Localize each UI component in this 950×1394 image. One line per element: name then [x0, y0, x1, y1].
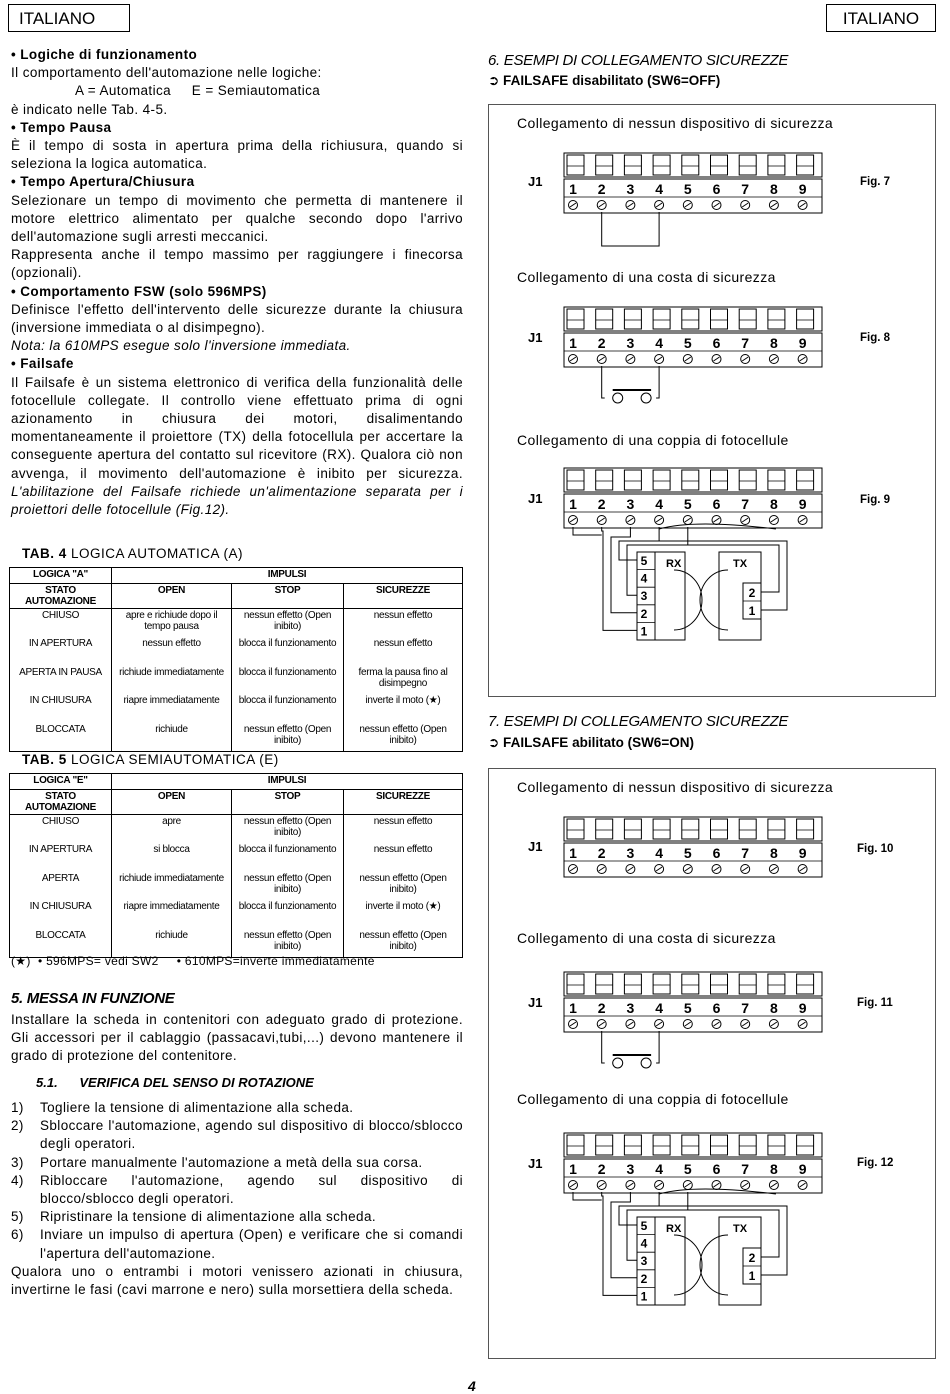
step-text: Ribloccare l'automazione, agendo sul dispositivo di blocco/sblocco degli operatori.	[40, 1172, 463, 1207]
terminal-number: 5	[683, 845, 692, 861]
terminal-number: 1	[569, 496, 577, 512]
terminal-number: 3	[626, 845, 635, 861]
j1-label: J1	[528, 995, 543, 1010]
fig12-label: Fig. 12	[857, 1157, 894, 1169]
terminal-number: 8	[770, 845, 778, 861]
terminal-number: 9	[798, 1161, 807, 1177]
table-row: BLOCCATA richiude nessun effetto (Open inibito) nessun effetto (Open inibito)	[10, 929, 463, 958]
terminal-number: 5	[683, 1161, 692, 1177]
terminal-number: 1	[569, 1000, 577, 1016]
terminal-number: 5	[683, 496, 692, 512]
pausa-text: È il tempo di sosta in apertura prima della richiusura, quando si seleziona la logica automatica.	[11, 138, 463, 172]
caption-fig11: Collegamento di una costa di sicurezza	[517, 930, 776, 946]
tx-terminal-number: 2	[748, 586, 756, 600]
terminal-number: 6	[712, 181, 721, 197]
step-number: 1)	[11, 1100, 24, 1115]
logiche-line-1: Il comportamento dell'automazione nelle logiche:	[11, 65, 322, 81]
rx-terminal-number: 5	[640, 554, 648, 568]
terminal-number: 7	[741, 496, 750, 512]
fig7-label: Fig. 7	[860, 176, 891, 188]
table-row: BLOCCATA richiude nessun effetto (Open inibito) nessun effetto (Open inibito)	[10, 723, 463, 752]
terminal-number: 4	[655, 1161, 663, 1177]
terminal-number: 2	[597, 1161, 606, 1177]
terminal-number: 5	[683, 335, 692, 351]
section-5-title: 5. MESSA IN FUNZIONE	[11, 990, 175, 1007]
section-7-title: 7. ESEMPI DI COLLEGAMENTO SICUREZZE	[488, 713, 789, 730]
terminal-number: 8	[770, 1000, 778, 1016]
terminal-number: 7	[741, 335, 750, 351]
rx-terminal-number: 4	[640, 1236, 648, 1251]
caption-fig7: Collegamento di nessun dispositivo di sicurezza	[517, 115, 834, 131]
rx-terminal-number: 1	[640, 624, 648, 639]
terminal-number: 2	[597, 845, 606, 861]
fig8-label: Fig. 8	[860, 332, 891, 344]
terminal-number: 1	[569, 1161, 577, 1177]
j1-label: J1	[528, 174, 543, 189]
terminal-number: 9	[798, 845, 807, 861]
failsafe-off-panel	[488, 104, 936, 697]
failsafe-italic-text: L'abilitazione del Failsafe richiede un'alimentazione separata per i proiettori delle fotocellule (Fig.12).	[11, 483, 463, 518]
terminal-number: 3	[626, 1161, 635, 1177]
terminal-number: 3	[626, 496, 635, 512]
terminal-number: 2	[597, 335, 606, 351]
terminal-number: 5	[683, 181, 692, 197]
rx-terminal-number: 3	[640, 1254, 648, 1269]
step-number: 2)	[11, 1118, 24, 1134]
failsafe-title: • Failsafe	[11, 356, 74, 372]
table-row: CHIUSO apre nessun effetto (Open inibito) nessun effetto	[10, 815, 463, 844]
step-text: Portare manualmente l'automazione a metà della sua corsa.	[40, 1154, 423, 1170]
fsw-note: Nota: la 610MPS esegue solo l'inversione immediata.	[11, 338, 351, 354]
rx-terminal-number: 5	[640, 1219, 648, 1233]
tx-label: TX	[733, 558, 748, 570]
language-label-right: ITALIANO	[826, 4, 936, 32]
section-5-1-title: 5.1. VERIFICA DEL SENSO DI ROTAZIONE	[36, 1075, 314, 1090]
j1-label: J1	[528, 330, 543, 345]
apch-text-1: Selezionare un tempo di movimento che permetta di mantenere il motore elettrico alimentato per qualche secondo dopo l'arrivo dell'automazione sugli arresti meccanici.	[11, 192, 463, 245]
terminal-number: 4	[655, 1000, 663, 1016]
list-item	[11, 1154, 463, 1172]
list-item	[11, 1117, 463, 1153]
terminal-number: 6	[712, 1161, 721, 1177]
tab4-table: LOGICA "A" IMPULSI STATO AUTOMAZIONE OPEN STOP SICUREZZE CHIUSO apre e richiude dopo il tempo pausa nessun effetto (Open inibito) nessun effetto IN APERTURA nessun effetto blocca il funzionamento nessun effetto APERTA IN PAUSA richiude immediatamente blocca il funzionamento ferma la pausa fino al disimpegno IN CHIUSURA riapre immediatamente blocca il funzionamento inverte il moto (★) BLOCCATA richiude nessun effetto (Open inibito) nessun effetto (Open inibito)	[9, 567, 463, 752]
apch-title: • Tempo Apertura/Chiusura	[11, 174, 195, 190]
terminal-number: 6	[712, 335, 721, 351]
terminal-number: 4	[655, 496, 663, 512]
list-item	[11, 1226, 463, 1262]
table-row: IN CHIUSURA riapre immediatamente blocca il funzionamento inverte il moto (★)	[10, 900, 463, 929]
table-row: IN APERTURA nessun effetto blocca il funzionamento nessun effetto	[10, 637, 463, 666]
terminal-number: 8	[770, 335, 778, 351]
step-number: 3)	[11, 1154, 24, 1170]
terminal-number: 9	[798, 181, 807, 197]
rx-label: RX	[666, 1223, 682, 1235]
page-number: 4	[468, 1378, 476, 1394]
terminal-number: 2	[597, 496, 606, 512]
terminal-number: 3	[626, 181, 635, 197]
j1-label: J1	[528, 491, 543, 506]
terminal-number: 2	[597, 181, 606, 197]
step-number: 5)	[11, 1209, 24, 1225]
tab5-table: LOGICA "E" IMPULSI STATO AUTOMAZIONE OPEN STOP SICUREZZE CHIUSO apre nessun effetto (Open inibito) nessun effetto IN APERTURA si blocca blocca il funzionamento nessun effetto APERTA richiude immediatamente nessun effetto (Open inibito) nessun effetto (Open inibito) IN CHIUSURA riapre immediatamente blocca il funzionamento inverte il moto (★) BLOCCATA richiude nessun effetto (Open inibito) nessun effetto (Open inibito)	[9, 773, 463, 958]
terminal-number: 1	[569, 181, 577, 197]
rx-terminal-number: 4	[640, 571, 648, 586]
caption-fig8: Collegamento di una costa di sicurezza	[517, 269, 776, 285]
section-6-subtitle: ➲ FAILSAFE disabilitato (SW6=OFF)	[488, 73, 721, 88]
tx-terminal-number: 2	[748, 1251, 756, 1265]
step-text: Sbloccare l'automazione, agendo sul dispositivo di blocco/sblocco degli operatori.	[40, 1118, 463, 1152]
terminal-number: 7	[741, 845, 750, 861]
terminal-number: 9	[798, 1000, 807, 1016]
steps-list	[11, 1099, 463, 1299]
rx-terminal-number: 1	[640, 1289, 648, 1304]
terminal-number: 1	[569, 335, 577, 351]
terminal-number: 3	[626, 335, 635, 351]
apch-text-2: Rappresenta anche il tempo massimo per raggiungere i finecorsa (opzionali).	[11, 247, 463, 281]
terminal-number: 6	[712, 845, 721, 861]
tab4-title: TAB. 4 LOGICA AUTOMATICA (A)	[22, 546, 244, 561]
tx-terminal-number: 1	[748, 1269, 756, 1283]
table-row: CHIUSO apre e richiude dopo il tempo pausa nessun effetto (Open inibito) nessun effetto	[10, 609, 463, 638]
pausa-title: • Tempo Pausa	[11, 119, 112, 135]
fsw-title: • Comportamento FSW (solo 596MPS)	[11, 283, 267, 299]
fig10-label: Fig. 10	[857, 843, 894, 855]
caption-fig12: Collegamento di una coppia di fotocellule	[517, 1091, 789, 1107]
section-7-subtitle: ➲ FAILSAFE abilitato (SW6=ON)	[488, 735, 694, 750]
terminal-number: 1	[569, 845, 577, 861]
terminal-number: 6	[712, 496, 721, 512]
logiche-line-2: A = Automatica E = Semiautomatica	[75, 83, 321, 99]
table-row: APERTA richiude immediatamente nessun effetto (Open inibito) nessun effetto (Open inibito)	[10, 872, 463, 901]
section-6-title: 6. ESEMPI DI COLLEGAMENTO SICUREZZE	[488, 52, 789, 69]
terminal-number: 7	[741, 1161, 750, 1177]
tab5-title: TAB. 5 LOGICA SEMIAUTOMATICA (E)	[22, 752, 279, 767]
step-number: 4)	[11, 1172, 24, 1188]
table-row: IN CHIUSURA riapre immediatamente blocca il funzionamento inverte il moto (★)	[10, 694, 463, 723]
tx-label: TX	[733, 1223, 748, 1235]
fig9-label: Fig. 9	[860, 494, 891, 506]
fsw-text: Definisce l'effetto dell'intervento delle sicurezze durante la chiusura (inversione immediata o al disimpegno).	[11, 301, 463, 336]
terminal-number: 2	[597, 1000, 606, 1016]
logiche-title: • Logiche di funzionamento	[11, 47, 198, 62]
failsafe-on-panel	[488, 768, 936, 1359]
terminal-number: 8	[770, 1161, 778, 1177]
j1-label: J1	[528, 839, 543, 854]
table-footnote: (★) • 596MPS= vedi SW2 • 610MPS=inverte immediatamente	[11, 954, 375, 968]
failsafe-text: Il Failsafe è un sistema elettronico di verifica della funzionalità delle fotocellule collegate. Il controllo viene effettuato prima di ogni azionamento in chiusura dei motori, disalimentando momentaneamente il proiettore (TX) della fotocellula per accertare la conseguente apertura del contatto sul ricevitore (RX). Qualora ciò non avvenga, il movimento dell'automazione è inibito per sicurezza.	[11, 374, 463, 481]
terminal-number: 7	[741, 181, 750, 197]
logiche-line-3: è indicato nelle Tab. 4-5.	[11, 101, 168, 117]
tx-terminal-number: 1	[748, 604, 756, 618]
step-text: Inviare un impulso di apertura (Open) e verificare che si comandi l'apertura dell'automazione.	[40, 1227, 463, 1261]
list-item	[11, 1172, 463, 1208]
step-text: Ripristinare la tensione di alimentazione alla scheda.	[40, 1209, 377, 1225]
section-5-closing: Qualora uno o entrambi i motori venissero azionati in chiusura, invertirne le fasi (cavi marrone e nero) sulla morsettiera della scheda.	[11, 1263, 463, 1298]
fig11-label: Fig. 11	[857, 997, 893, 1009]
terminal-number: 4	[655, 845, 663, 861]
table-row: APERTA IN PAUSA richiude immediatamente blocca il funzionamento ferma la pausa fino al disimpegno	[10, 666, 463, 695]
rx-terminal-number: 3	[640, 589, 648, 604]
section-5-text: Installare la scheda in contenitori con adeguato grado di protezione. Gli accessori per il cablaggio (passacavi,tubi,...) devono mantenere il grado di protezione del contenitore.	[11, 1012, 463, 1064]
j1-label: J1	[528, 1156, 543, 1171]
terminal-number: 9	[798, 335, 807, 351]
step-text: Togliere la tensione di alimentazione alla scheda.	[40, 1100, 354, 1115]
step-number: 6)	[11, 1227, 24, 1243]
terminal-number: 8	[770, 496, 778, 512]
terminal-number: 4	[655, 181, 663, 197]
terminal-number: 6	[712, 1000, 721, 1016]
terminal-number: 9	[798, 496, 807, 512]
rx-terminal-number: 2	[640, 606, 648, 621]
terminal-number: 7	[741, 1000, 750, 1016]
caption-fig10: Collegamento di nessun dispositivo di sicurezza	[517, 779, 834, 795]
list-item	[11, 1099, 463, 1117]
rx-label: RX	[666, 558, 682, 570]
language-label-left: ITALIANO	[8, 4, 130, 32]
terminal-number: 5	[683, 1000, 692, 1016]
table-row: IN APERTURA si blocca blocca il funzionamento nessun effetto	[10, 843, 463, 872]
caption-fig9: Collegamento di una coppia di fotocellule	[517, 432, 789, 448]
terminal-number: 8	[770, 181, 778, 197]
list-item	[11, 1208, 463, 1226]
terminal-number: 3	[626, 1000, 635, 1016]
left-column-text	[11, 46, 463, 519]
terminal-number: 4	[655, 335, 663, 351]
rx-terminal-number: 2	[640, 1271, 648, 1286]
